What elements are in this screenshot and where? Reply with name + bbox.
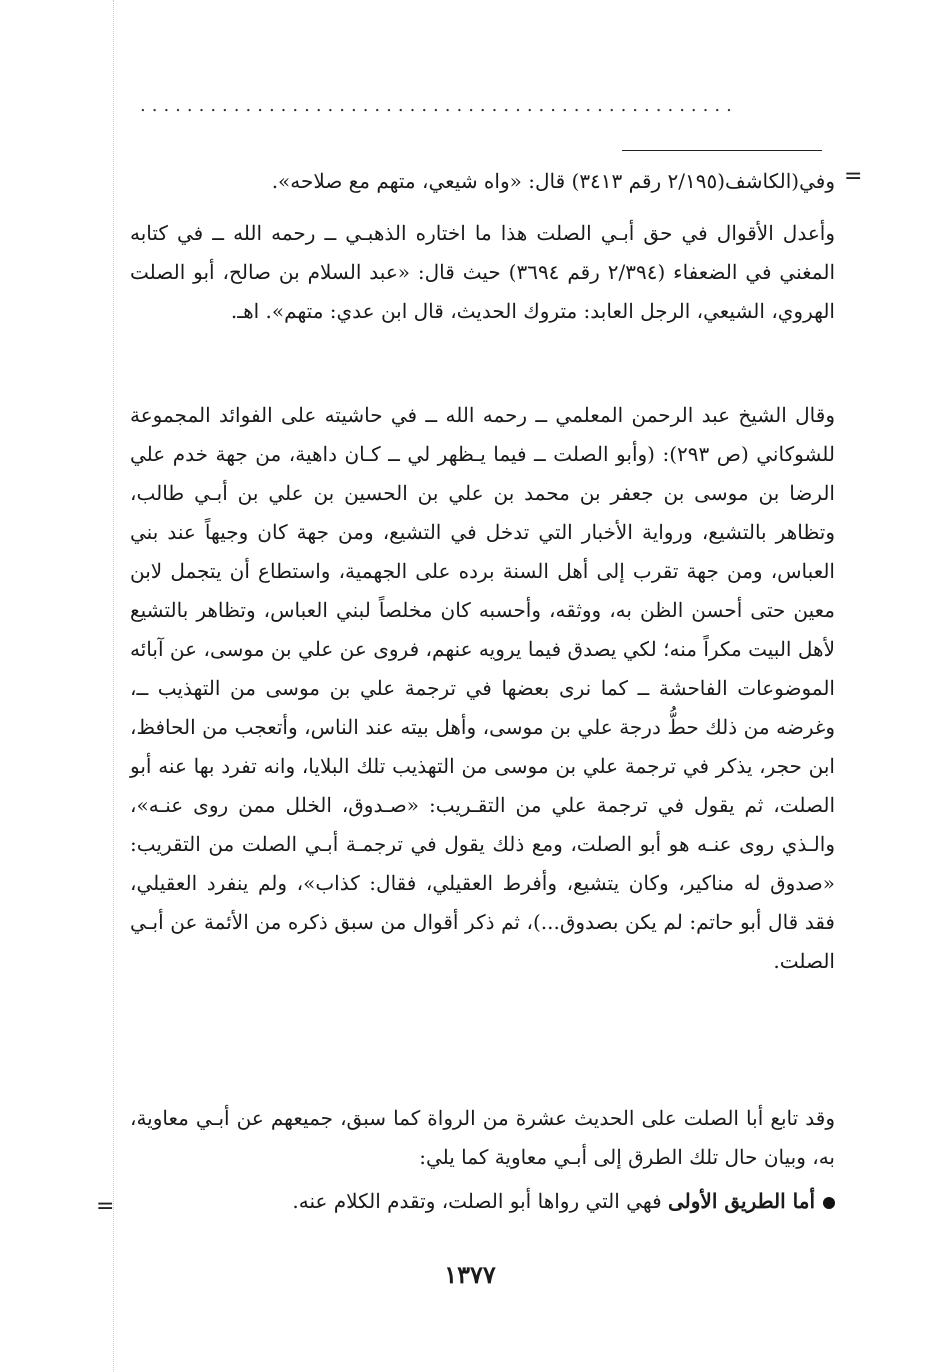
bullet-text: فهي التي رواها أبو الصلت، وتقدم الكلام عنه. xyxy=(292,1189,668,1213)
margin-dotted-line xyxy=(113,0,114,1372)
bullet-item xyxy=(130,1182,835,1221)
margin-mark-top: = xyxy=(844,164,863,189)
page-number: ١٣٧٧ xyxy=(444,1260,496,1289)
paragraph-2 xyxy=(130,396,835,981)
margin-mark-bottom: = xyxy=(96,1194,115,1219)
separator-dots: ................................................... xyxy=(140,96,738,116)
bullet-icon xyxy=(823,1197,835,1209)
footnote-text: وفي(الكاشف(٢/١٩٥ رقم ٣٤١٣) قال: «واه شيعي، متهم مع صلاحه». xyxy=(271,169,835,193)
paragraph-text: وأعدل الأقوال في حق أبـي الصلت هذا ما اختاره الذهبـي ــ رحمه الله ــ في كتابه المغني في الضعفاء (٢/٣٩٤ رقم ٣٦٩٤) حيث قال: «عبد السلام بن صالح، أبو الصلت الهروي، الشيعي، الرجل العابد: متروك الحديث، قال ابن عدي: متهم». اهـ. xyxy=(130,221,836,323)
paragraph-3 xyxy=(130,1099,835,1177)
paragraph-text: وقال الشيخ عبد الرحمن المعلمي ــ رحمه الله ــ في حاشيته على الفوائد المجموعة للشوكاني (ص ٢٩٣): (وأبو الصلت ــ فيما يـظهر لي ــ كـان داهية، من جهة خدم علي الرضا بن موسى بن جعفر بن محمد بن علي بن الحسين بن علي بن أبـي طالب، وتظاهر بالتشيع، ورواية الأخبار التي تدخل في التشيع، ومن جهة كان وجيهاً عند بني العباس، ومن جهة تقرب إلى أهل السنة برده على الجهمية، واستطاع أن يتجمل لابن معين حتى أحسن الظن به، ووثقه، وأحسبه كان مخلصاً لبني العباس، وتظاهر بالتشيع لأهل البيت مكراً منه؛ لكي يصدق فيما يرويه عنهم، فروى عن علي بن موسى، عن آبائه الموضوعات الفاحشة ــ كما نرى بعضها في ترجمة علي بن موسى من التهذيب ــ، وغرضه من ذلك حطُّ درجة علي بن موسى، وأهل بيته عند الناس، وأتعجب من الحافظ، ابن حجر، يذكر في ترجمة علي بن موسى من التهذيب تلك البلايا، وانه تفرد بها عنه أبو الصلت، ثم يقول في ترجمة علي من التقـريب: «صـدوق، الخلل ممن روى عنـه»، والـذي روى عنـه هو أبو الصلت، ومع ذلك يقول في ترجمـة أبـي الصلت من التقريب: «صدوق له مناكير، وكان يتشيع، وأفرط العقيلي، فقال: كذاب»، ولم ينفرد العقيلي، فقد قال أبو حاتم: لم يكن بصدوق...)، ثم ذكر أقوال من سبق ذكره من الأئمة عن أبـي الصلت. xyxy=(130,403,835,973)
bullet-bold-text: أما الطريق الأولى xyxy=(667,1189,815,1213)
footnote-rule xyxy=(622,150,822,151)
paragraph-text: وقد تابع أبا الصلت على الحديث عشرة من الرواة كما سبق، جميعهم عن أبـي معاوية، به، وبيان حال تلك الطرق إلى أبـي معاوية كما يلي: xyxy=(130,1106,835,1169)
footnote-continuation xyxy=(130,162,835,201)
paragraph-1 xyxy=(130,214,835,331)
